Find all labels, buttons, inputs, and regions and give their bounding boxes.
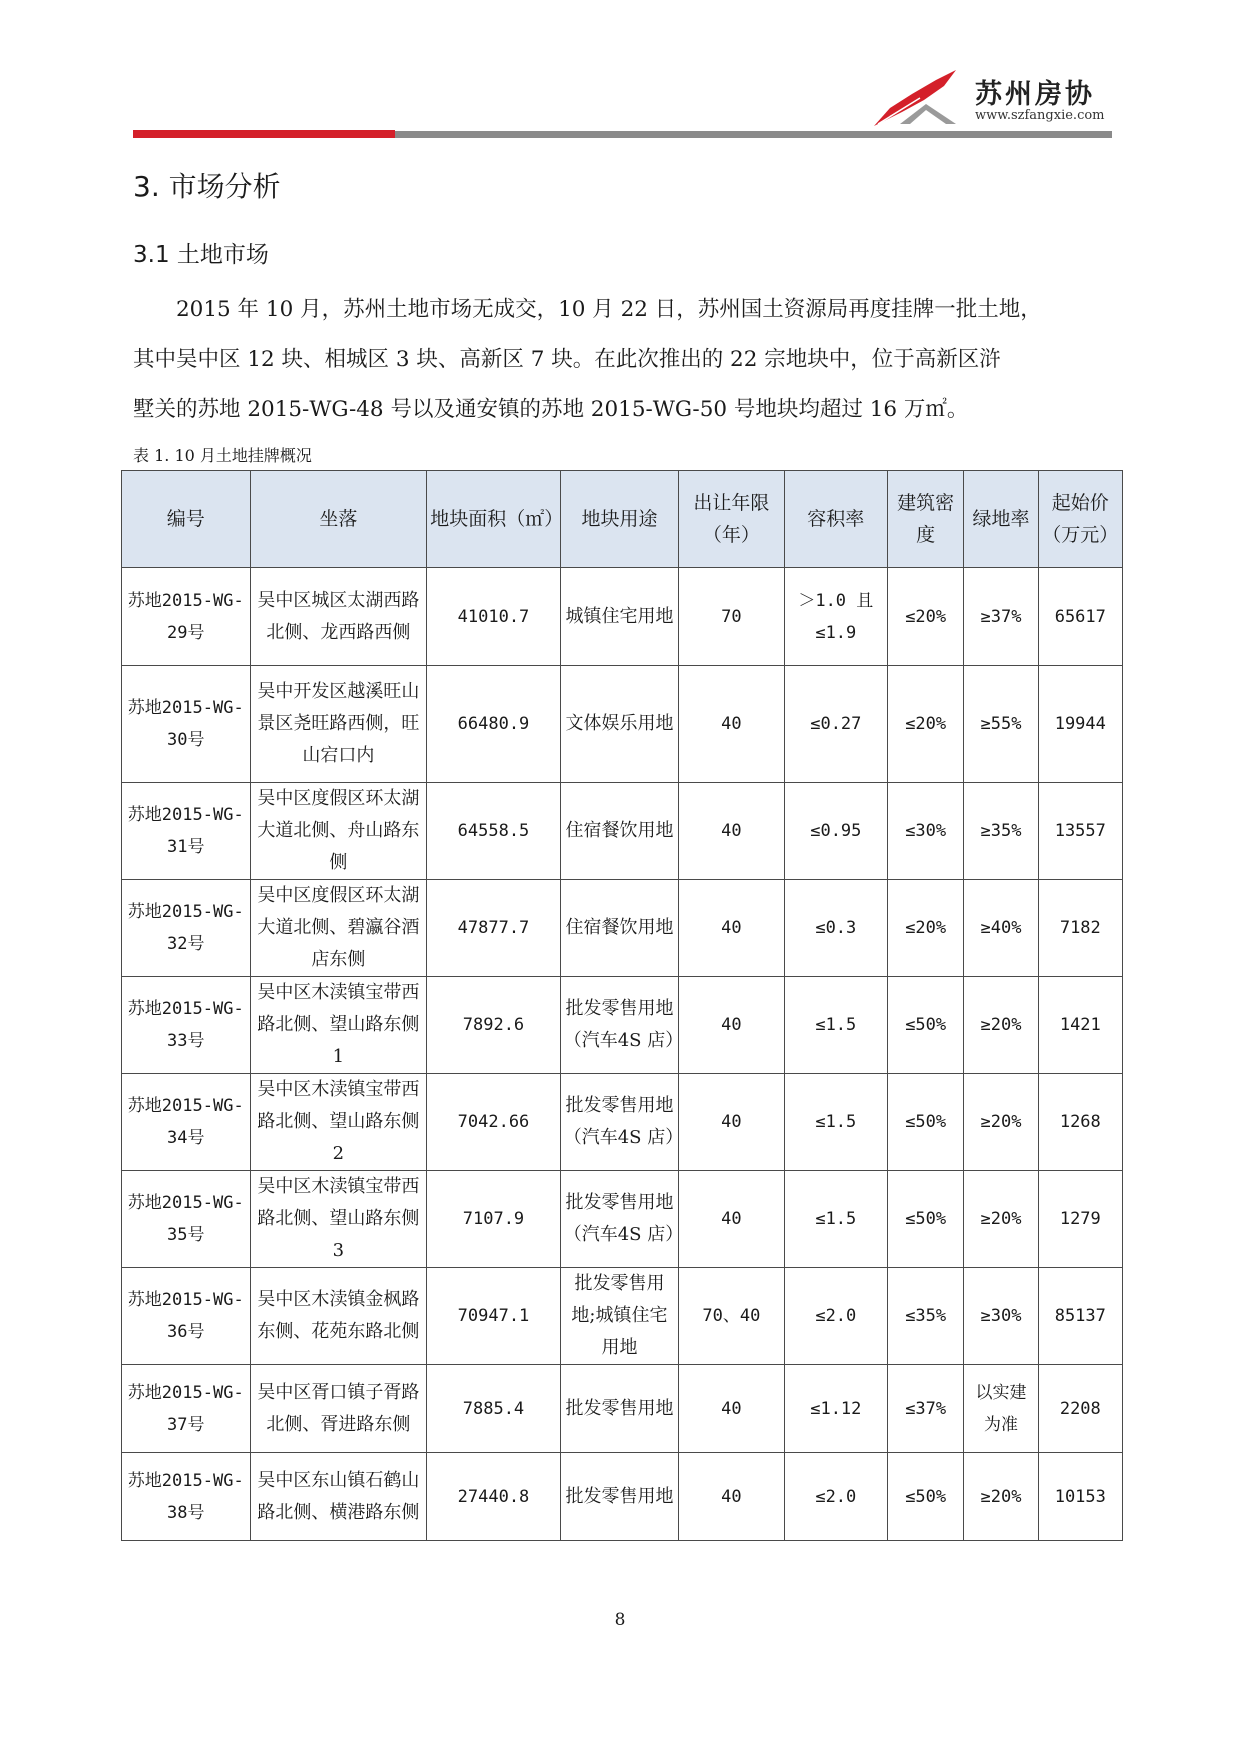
density-cell: ≤30%: [888, 783, 964, 880]
table-caption: 表 1. 10 月土地挂牌概况: [133, 446, 312, 465]
table-body: [122, 568, 1123, 1541]
price-cell: 85137: [1038, 1268, 1122, 1365]
green-cell: ≥40%: [964, 880, 1038, 977]
header-rule-gray: [395, 131, 1112, 138]
area-cell: 7107.9: [427, 1171, 561, 1268]
density-cell: ≤50%: [888, 1074, 964, 1171]
density-cell: ≤20%: [888, 568, 964, 666]
density-cell: ≤50%: [888, 1171, 964, 1268]
table-row: [122, 977, 1123, 1074]
price-cell: 1279: [1038, 1171, 1122, 1268]
far-cell: ≤0.27: [784, 666, 887, 783]
location-cell: 吴中区木渎镇宝带西路北侧、望山路东侧 2: [250, 1074, 427, 1171]
term-cell: 40: [679, 977, 784, 1074]
usage-cell: 文体娱乐用地: [560, 666, 678, 783]
code-cell: 苏地2015-WG-32号: [122, 880, 251, 977]
term-cell: 40: [679, 880, 784, 977]
location-cell: 吴中区度假区环太湖大道北侧、舟山路东侧: [250, 783, 427, 880]
green-cell: ≥20%: [964, 1074, 1038, 1171]
term-cell: 40: [679, 1074, 784, 1171]
body-paragraph: [133, 285, 1113, 435]
usage-cell: 批发零售用地: [560, 1453, 678, 1541]
density-cell: ≤37%: [888, 1365, 964, 1453]
far-cell: ≤0.3: [784, 880, 887, 977]
usage-cell: 住宿餐饮用地: [560, 880, 678, 977]
header-cell: 绿地率: [964, 471, 1038, 568]
code-cell: 苏地2015-WG-36号: [122, 1268, 251, 1365]
term-cell: 70、40: [679, 1268, 784, 1365]
green-cell: ≥20%: [964, 1171, 1038, 1268]
land-listing-table: [121, 470, 1123, 1541]
code-cell: 苏地2015-WG-35号: [122, 1171, 251, 1268]
price-cell: 65617: [1038, 568, 1122, 666]
location-cell: 吴中区木渎镇金枫路东侧、花苑东路北侧: [250, 1268, 427, 1365]
price-cell: 19944: [1038, 666, 1122, 783]
far-cell: ＞1.0 且≤1.9: [784, 568, 887, 666]
area-cell: 47877.7: [427, 880, 561, 977]
code-cell: 苏地2015-WG-37号: [122, 1365, 251, 1453]
page-number: 8: [614, 1610, 626, 1630]
location-cell: 吴中开发区越溪旺山景区尧旺路西侧，旺山宕口内: [250, 666, 427, 783]
green-cell: ≥20%: [964, 977, 1038, 1074]
code-cell: 苏地2015-WG-29号: [122, 568, 251, 666]
green-cell: ≥30%: [964, 1268, 1038, 1365]
term-cell: 70: [679, 568, 784, 666]
code-cell: 苏地2015-WG-33号: [122, 977, 251, 1074]
green-cell: ≥55%: [964, 666, 1038, 783]
table-row: [122, 1074, 1123, 1171]
table-row: [122, 1171, 1123, 1268]
location-cell: 吴中区东山镇石鹤山路北侧、横港路东侧: [250, 1453, 427, 1541]
code-cell: 苏地2015-WG-31号: [122, 783, 251, 880]
far-cell: ≤1.5: [784, 1171, 887, 1268]
paragraph-line: 2015 年 10 月，苏州土地市场无成交，10 月 22 日，苏州国土资源局再度挂牌一批土地，: [133, 297, 1042, 322]
table-row: [122, 1365, 1123, 1453]
location-cell: 吴中区度假区环太湖大道北侧、碧瀛谷酒店东侧: [250, 880, 427, 977]
green-cell: 以实建为准: [964, 1365, 1038, 1453]
header-cell: 编号: [122, 471, 251, 568]
location-cell: 吴中区木渎镇宝带西路北侧、望山路东侧 3: [250, 1171, 427, 1268]
header-cell: 建筑密度: [888, 471, 964, 568]
density-cell: ≤20%: [888, 880, 964, 977]
code-cell: 苏地2015-WG-34号: [122, 1074, 251, 1171]
density-cell: ≤50%: [888, 1453, 964, 1541]
table-row: [122, 1453, 1123, 1541]
term-cell: 40: [679, 1365, 784, 1453]
usage-cell: 批发零售用地（汽车4S 店）: [560, 1074, 678, 1171]
far-cell: ≤1.5: [784, 1074, 887, 1171]
term-cell: 40: [679, 1453, 784, 1541]
logo-feather-icon: [860, 68, 970, 130]
area-cell: 70947.1: [427, 1268, 561, 1365]
usage-cell: 批发零售用地（汽车4S 店）: [560, 1171, 678, 1268]
area-cell: 7892.6: [427, 977, 561, 1074]
price-cell: 13557: [1038, 783, 1122, 880]
area-cell: 41010.7: [427, 568, 561, 666]
table-row: [122, 666, 1123, 783]
logo-url: www.szfangxie.com: [975, 108, 1105, 123]
code-cell: 苏地2015-WG-38号: [122, 1453, 251, 1541]
area-cell: 64558.5: [427, 783, 561, 880]
green-cell: ≥20%: [964, 1453, 1038, 1541]
header-rule-red: [133, 130, 395, 138]
price-cell: 2208: [1038, 1365, 1122, 1453]
term-cell: 40: [679, 783, 784, 880]
term-cell: 40: [679, 1171, 784, 1268]
far-cell: ≤2.0: [784, 1453, 887, 1541]
location-cell: 吴中区木渎镇宝带西路北侧、望山路东侧 1: [250, 977, 427, 1074]
area-cell: 27440.8: [427, 1453, 561, 1541]
paragraph-line: 其中吴中区 12 块、相城区 3 块、高新区 7 块。在此次推出的 22 宗地块中，位于高新区浒: [133, 347, 1001, 372]
subsection-title: 3.1 土地市场: [133, 242, 269, 268]
usage-cell: 住宿餐饮用地: [560, 783, 678, 880]
usage-cell: 批发零售用地;城镇住宅用地: [560, 1268, 678, 1365]
header-cell: 出让年限（年）: [679, 471, 784, 568]
table-row: [122, 1268, 1123, 1365]
section-title: 3. 市场分析: [133, 170, 281, 203]
far-cell: ≤0.95: [784, 783, 887, 880]
header-cell: 地块面积（㎡）: [427, 471, 561, 568]
header-cell: 地块用途: [560, 471, 678, 568]
density-cell: ≤35%: [888, 1268, 964, 1365]
far-cell: ≤2.0: [784, 1268, 887, 1365]
area-cell: 7042.66: [427, 1074, 561, 1171]
location-cell: 吴中区胥口镇子胥路北侧、胥进路东侧: [250, 1365, 427, 1453]
table-row: [122, 783, 1123, 880]
price-cell: 10153: [1038, 1453, 1122, 1541]
usage-cell: 批发零售用地（汽车4S 店）: [560, 977, 678, 1074]
term-cell: 40: [679, 666, 784, 783]
logo-name: 苏州房协: [975, 79, 1095, 110]
code-cell: 苏地2015-WG-30号: [122, 666, 251, 783]
density-cell: ≤50%: [888, 977, 964, 1074]
far-cell: ≤1.12: [784, 1365, 887, 1453]
far-cell: ≤1.5: [784, 977, 887, 1074]
area-cell: 66480.9: [427, 666, 561, 783]
logo: [860, 68, 1120, 130]
header-cell: 坐落: [250, 471, 427, 568]
table-row: [122, 880, 1123, 977]
price-cell: 1421: [1038, 977, 1122, 1074]
table-header-row: [122, 471, 1123, 568]
table-row: [122, 568, 1123, 666]
price-cell: 7182: [1038, 880, 1122, 977]
paragraph-line: 墅关的苏地 2015-WG-48 号以及通安镇的苏地 2015-WG-50 号地块均超过 16 万㎡。: [133, 397, 969, 422]
density-cell: ≤20%: [888, 666, 964, 783]
header-cell: 容积率: [784, 471, 887, 568]
usage-cell: 城镇住宅用地: [560, 568, 678, 666]
price-cell: 1268: [1038, 1074, 1122, 1171]
area-cell: 7885.4: [427, 1365, 561, 1453]
header-cell: 起始价（万元）: [1038, 471, 1122, 568]
green-cell: ≥35%: [964, 783, 1038, 880]
green-cell: ≥37%: [964, 568, 1038, 666]
usage-cell: 批发零售用地: [560, 1365, 678, 1453]
location-cell: 吴中区城区太湖西路北侧、龙西路西侧: [250, 568, 427, 666]
